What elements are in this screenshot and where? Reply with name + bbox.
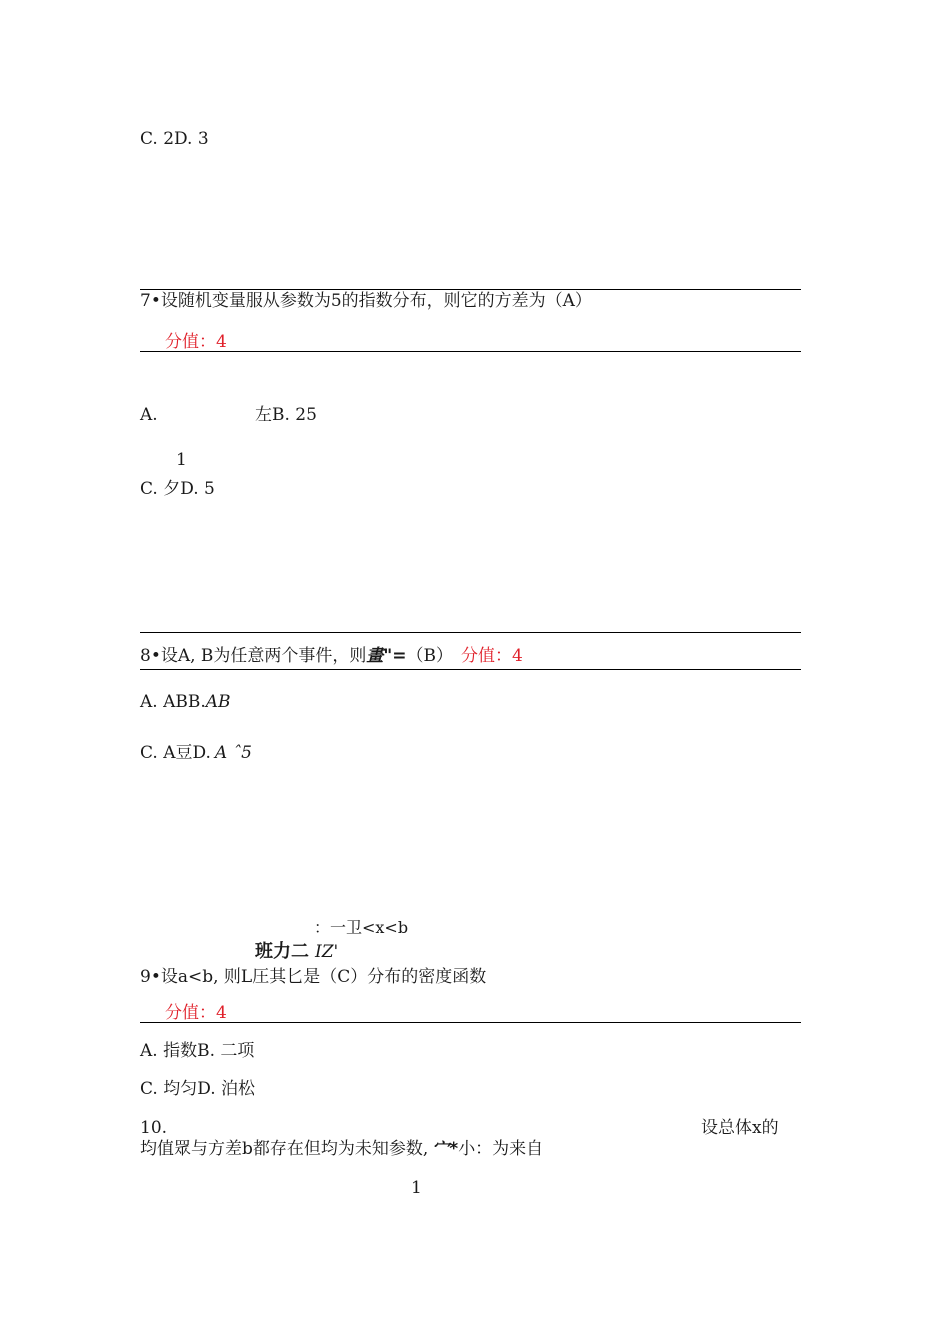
page-number: 1 <box>411 1178 422 1198</box>
q9-stem: 9•设a<b, 则L圧其匕是（C）分布的密度函数 <box>140 967 487 987</box>
divider <box>140 669 801 670</box>
q9-formula-line2 <box>255 943 338 961</box>
q8-options-cd-italic: A ˆ5 <box>214 743 252 763</box>
q9-options-cd: C. 均匀D. 泊松 <box>140 1079 256 1099</box>
q10-line2-symbol: 宀* <box>432 1139 459 1159</box>
q7-score: 分值：4 <box>165 332 227 352</box>
q10-line2-text: 均值眾与方差b都存在但均为未知参数, <box>140 1139 429 1159</box>
q8-stem <box>140 648 523 665</box>
q8-score: 分值：4 <box>461 646 523 666</box>
q8-stem-answer: （B） <box>406 646 454 666</box>
q8-options-cd <box>140 745 252 762</box>
q8-options-cd-text: C. A豆D. <box>140 743 211 763</box>
q10-line2 <box>140 1141 543 1158</box>
q9-score: 分值：4 <box>165 1003 227 1023</box>
q7-fraction-numerator: 1 <box>176 450 187 470</box>
q8-options-ab-italic: AB <box>205 692 231 712</box>
q8-stem-text: 8•设A, B为任意两个事件，则 <box>140 646 367 666</box>
q7-options-cd: C. 夕D. 5 <box>140 479 215 499</box>
q9-formula-italic: IZ' <box>315 942 339 962</box>
divider <box>140 1022 801 1023</box>
q8-options-ab <box>140 694 231 711</box>
q7-option-b: 左B. 25 <box>255 405 317 425</box>
q6-options-cd: C. 2D. 3 <box>140 129 209 149</box>
q7-option-a: A. <box>140 405 158 425</box>
q8-options-ab-text: A. ABB. <box>140 692 206 712</box>
q9-formula-bold: 班力二 <box>255 941 309 962</box>
q10-text-right: 设总体x的 <box>701 1118 779 1138</box>
q9-options-ab: A. 指数B. 二项 <box>140 1041 255 1061</box>
divider <box>140 351 801 352</box>
q9-formula-line1: ：一卫<x<b <box>314 918 409 937</box>
q10-number: 10. <box>140 1118 168 1138</box>
divider <box>140 632 801 633</box>
q8-stem-symbol: 畫"= <box>366 646 407 666</box>
divider <box>140 289 801 290</box>
q7-stem: 7•设随机变量服从参数为5的指数分布，则它的方差为（A） <box>140 291 592 311</box>
q10-line2-suffix: 小：为来自 <box>458 1139 544 1159</box>
